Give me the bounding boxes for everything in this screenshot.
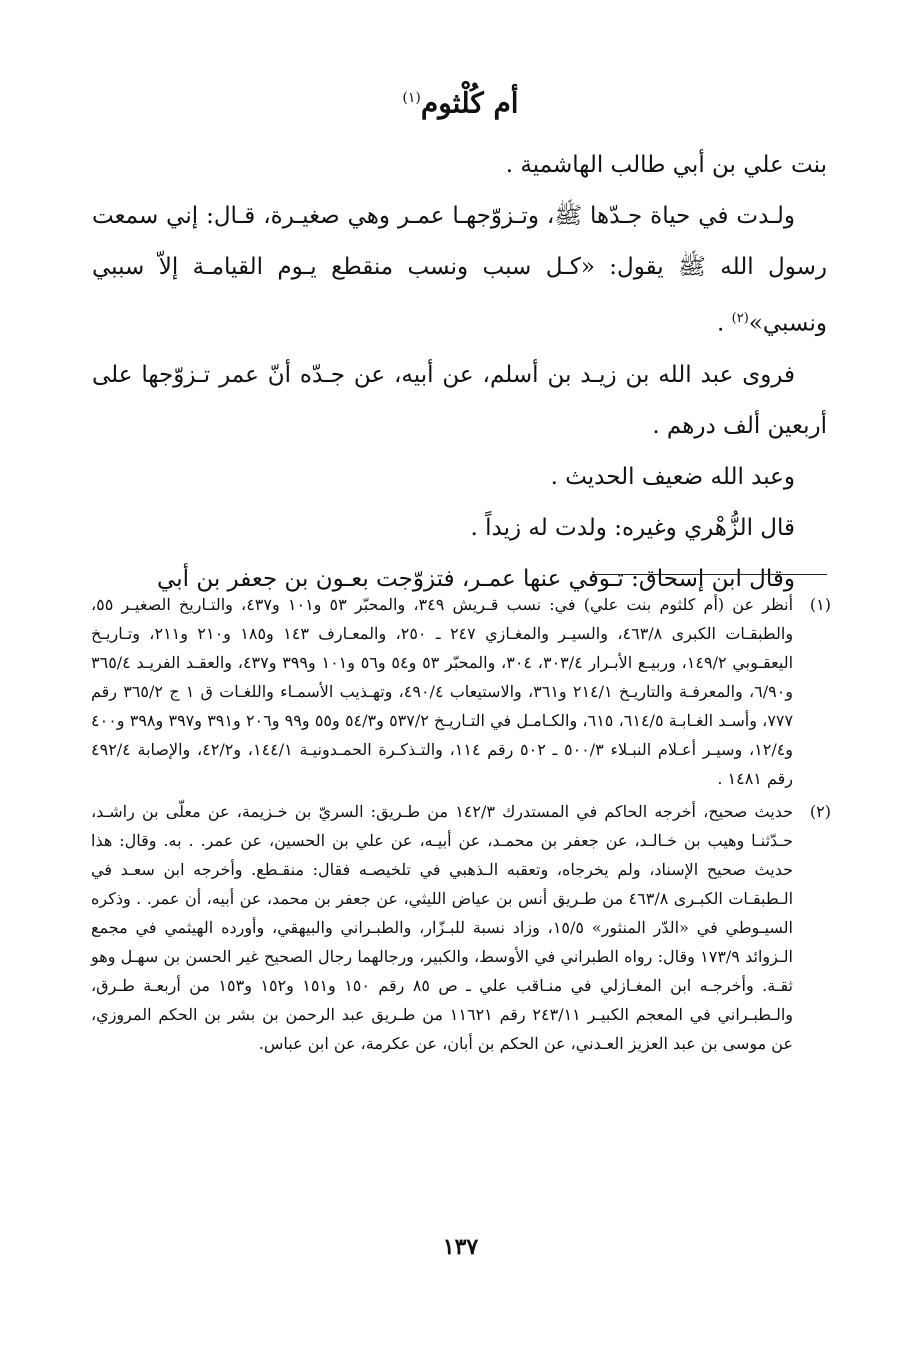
footnote-ref-2: (٢) [731,311,749,326]
footnote-separator [592,574,827,575]
paragraph-text: بنت علي بن أبي طالب الهاشمية . [505,152,827,178]
paragraph-text: فروى عبد الله بن زيـد بن أسلم، عن أبيه، عن جـدّه أنّ عمر تـزوّجها على أربعين ألف درهم . [92,361,827,439]
title-footnote-ref: (١) [402,90,421,106]
paragraph-text-end: . [717,310,732,337]
footnotes [91,590,831,1062]
page-number: ١٣٧ [442,1234,479,1260]
paragraph-weak [92,452,827,503]
footnote-number: (١) [809,595,831,614]
main-text [92,140,827,605]
footnote-text: حديث صحيح، أخرجه الحاكم في المستدرك ١٤٢/٣ من طـريق: السريّ بن خـزيمة، عن معلّى بن راشـد، حـدّثنـا وهيب بن خـالـد، عن جعفر بن محمـد، عن أبيـه، عن علي بن الحسين، عن عمر. . به. وقال: هذا حديث صحيح الإسناد، ولم يخرجاه، وتعقبه الـذهبي في تلخيصـه فقال: منقـطع. وأخرجه ابن سعـد في الـطبقـات الكبـرى ٤٦٣/٨ من طـريق أنس بن عياض الليثي، عن جعفر بن محمد، عن أبيه، أن عمر. . وذكره السيـوطي في «الدّر المنثور» ١٥/٥، وزاد نسبة للبـزّار، والطبـراني والبيهقي، وأورده الهيثمي في مجمع الـزوائد ١٧٣/٩ وقال: رواه الطبراني في الأوسط، والكبير، ورجالهما رجال الصحيح غير الحسن بن سهـل وهو ثقـة. وأخرجـه ابن المغـازلي في منـاقب علي ـ ص ٨٥ رقم ١٥٠ و١٥١ و١٥٢ و١٥٣ من أربعـة طـرق، والـطبـراني في المعجم الكبيـر ٢٤٣/١١ رقم ١١٦٢١ من طـريق عبد الرحمن بن بشر بن الحكم المروزي، عن موسى بن عبد العزيز العـدني، عن الحكم بن أبان، عن عكرمة، عن ابن عباس. [91,802,794,1053]
paragraph-dowry [92,350,827,452]
paragraph-text: ولـدت في حياة جـدّها ﷺ، وتـزوّجهـا عمـر وهي صغيـرة، قـال: إني سمعت رسول الله ﷺ يقول: «كـل سبب ونسب منقطع يـوم القيامـة إلاّ سببي ونسبي» [92,203,827,337]
paragraph-text: وقال ابن إسحاق: تـوفي عنها عمـر، فتزوّجت بعـون بن جعفر بن أبي [157,565,795,592]
paragraph-birth [92,191,827,350]
paragraph-text: وعبد الله ضعيف الحديث . [550,463,795,490]
footnote-number: (٢) [809,802,831,821]
paragraph-text: قال الزُّهْري وغيره: ولدت له زيداً . [470,514,795,541]
paragraph-lineage [92,140,827,191]
footnote-1 [91,590,831,793]
title-text: أم كُلْثوم [420,86,519,120]
footnote-2 [91,797,831,1058]
page-title [0,78,921,123]
paragraph-zuhri [92,503,827,554]
footnote-text: أنظر عن (أم كلثوم بنت علي) في: نسب قـريش ٣٤٩، والمحبّر ٥٣ و١٠١ و٤٣٧، والتـاريخ الصغيـر ٥٥، والطبقـات الكبرى ٤٦٣/٨، والسيـر والمغـازي ٢٤٧ ـ ٢٥٠، والمعـارف ١٤٣ و١٨٥ و٢١٠ و٢١١، وتـاريـخ اليعقـوبي ١٤٩/٢، وربيـع الأبـرار ٣٠٣/٤، ٣٠٤، والمحبّر ٥٣ و٥٤ و٥٦ و١٠١ و٣٩٩ و٤٣٧، والعقـد الفريـد ٣٦٥/٤ و٦/٩٠، والمعرفـة والتاريـخ ٢١٤/١ و٣٦١، والاستيعاب ٤٩٠/٤، وتهـذيب الأسمـاء واللغـات ق ١ ج ٣٦٥/٢ رقم ٧٧٧، وأسـد الغـابـة ٦١٤/٥، ٦١٥، والكـامـل في التـاريـخ ٥٣٧/٢ و٥٤/٣ و٥٥ و٩٩ و٢٠٦ و٣٩١ و٣٩٧ و٣٩٨ و٤٠٠ و١٢/٤، وسيـر أعـلام النبـلاء ٥٠٠/٣ ـ ٥٠٢ رقم ١١٤، والتـذكـرة الحمـدونيـة ١٤٤/١، و٤٢/٢، والإصابة ٤٩٢/٤ رقم ١٤٨١ . [91,595,794,788]
